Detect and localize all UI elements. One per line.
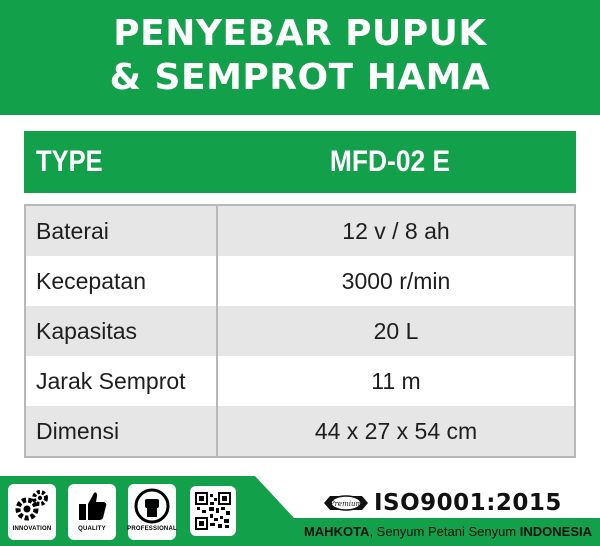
spec-label: Baterai: [25, 205, 217, 256]
table-row: [25, 406, 575, 457]
iso-text: ISO9001:2015: [374, 490, 562, 516]
badge-professional: [128, 484, 176, 540]
spec-label: Dimensi: [25, 406, 217, 457]
tagline-middle: , Senyum Petani Senyum: [369, 524, 520, 539]
table-row: [25, 356, 575, 406]
title-line-2: & SEMPROT HAMA: [109, 57, 491, 98]
spec-value: 20 L: [217, 306, 575, 356]
badge-caption: QUALITY: [78, 526, 106, 532]
badge-caption: PROFESSIONAL: [127, 526, 177, 532]
tagline: [304, 520, 592, 544]
badge-caption: INNOVATION: [12, 526, 52, 532]
thumbs-up-icon: [73, 487, 111, 525]
spec-label: Jarak Semprot: [25, 356, 217, 406]
gears-icon: [13, 487, 51, 525]
premium-seal-icon: [322, 488, 370, 518]
table-row: [25, 205, 575, 256]
title-line-1: PENYEBAR PUPUK: [113, 13, 487, 54]
table-row: [25, 306, 575, 356]
title-banner: [0, 0, 600, 115]
spec-table: [24, 204, 576, 458]
spec-value: 11 m: [217, 356, 575, 406]
spec-value: 3000 r/min: [217, 256, 575, 306]
spec-label: Kecepatan: [25, 256, 217, 306]
qr-code-icon: [190, 486, 236, 536]
spec-value: 44 x 27 x 54 cm: [217, 406, 575, 457]
type-value: MFD-02 E: [329, 145, 451, 178]
qr-code: [190, 486, 236, 536]
seal-text: Premium: [329, 500, 363, 508]
spec-label: Kapasitas: [25, 306, 217, 356]
tagline-brand: MAHKOTA: [303, 524, 370, 539]
spec-value: 12 v / 8 ah: [217, 205, 575, 256]
tagline-country: INDONESIA: [519, 524, 592, 539]
type-label: TYPE: [36, 145, 103, 178]
badge-innovation: [8, 484, 56, 540]
iso-certification: [322, 488, 592, 518]
footer: [0, 476, 600, 546]
fist-icon: [133, 487, 171, 525]
type-header: [24, 131, 576, 193]
badge-quality: [68, 484, 116, 540]
table-row: [25, 256, 575, 306]
